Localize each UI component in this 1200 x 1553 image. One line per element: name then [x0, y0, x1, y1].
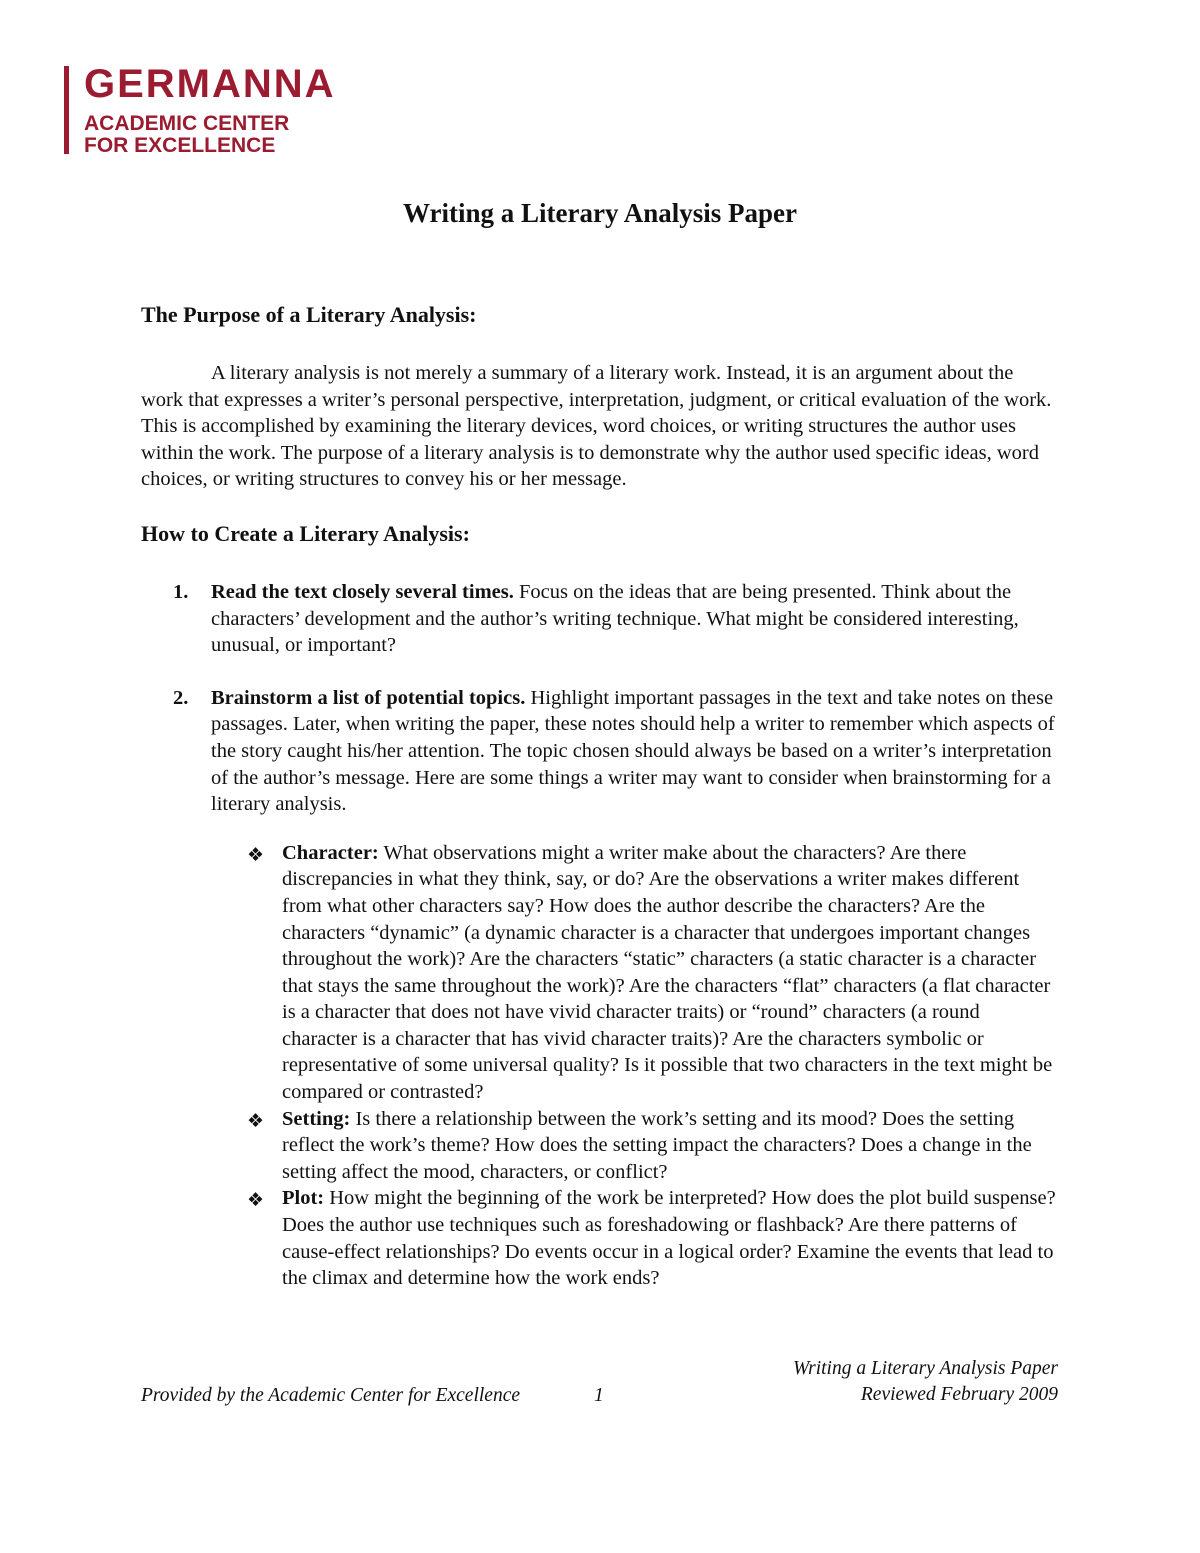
- consideration-item: [211, 1185, 1057, 1291]
- diamond-bullet-icon: ❖: [247, 843, 265, 866]
- logo-name: GERMANNA: [84, 62, 336, 106]
- footer-doc-info: [793, 1356, 1058, 1408]
- step-lead: Brainstorm a list of potential topics.: [211, 686, 526, 709]
- footer-reviewed-date: Reviewed February 2009: [860, 1384, 1058, 1405]
- step-item: [141, 685, 1057, 1292]
- consideration-text: How might the beginning of the work be interpreted? How does the plot build suspense? Does the author use techniques such as foreshadowing or flashback? Are there patterns of cause-effect relationships? Do events occur in a logical order? Examine the events that lead to the climax and determine how the work ends?: [282, 1187, 1056, 1290]
- step-number: 1.: [173, 580, 189, 603]
- document-body: [141, 300, 1057, 1318]
- diamond-bullet-icon: ❖: [247, 1189, 265, 1212]
- logo-accent-bar: [64, 66, 69, 154]
- footer-doc-title: Writing a Literary Analysis Paper: [792, 1358, 1058, 1379]
- consideration-label: Character:: [282, 841, 379, 864]
- step-item: [141, 579, 1057, 659]
- consideration-item: [211, 1106, 1057, 1186]
- step-lead: Read the text closely several times.: [211, 580, 514, 603]
- consideration-text: What observations might a writer make about the characters? Are there discrepancies in what they think, say, or do? Are the observations a writer makes different from what other characters say? How does the author describe the characters? Are the characters “dynamic” (a dynamic character is a character that undergoes important changes throughout the work)? Are the characters “static” characters (a static character is a character that stays the same throughout the work)? Are the characters “flat” characters (a flat character is a character that does not have vivid character traits) or “round” characters (a round character is a character that has vivid character traits)? Are the characters symbolic or representative of some universal quality? Is it possible that two characters in the text might be compared or contrasted?: [282, 841, 1053, 1104]
- purpose-paragraph: A literary analysis is not merely a summary of a literary work. Instead, it is an argument about the work that expresses a writer’s personal perspective, interpretation, judgment, or critical evaluation of the work. This is accomplished by examining the literary devices, word choices, or writing structures the author uses within the work. The purpose of a literary analysis is to demonstrate why the author used specific ideas, word choices, or writing structures to convey his or her message.: [141, 362, 1052, 491]
- step-number: 2.: [173, 686, 189, 709]
- footer-page-number: 1: [594, 1385, 604, 1406]
- document-title: Writing a Literary Analysis Paper: [403, 198, 797, 228]
- logo-subtitle-line1: ACADEMIC CENTER: [84, 112, 290, 135]
- step-text: Focus on the ideas that are being presented. Think about the characters’ development and the author’s writing technique. What might be considered interesting, unusual, or important?: [211, 580, 1019, 657]
- consideration-text: Is there a relationship between the work’s setting and its mood? Does the setting reflect the work’s theme? How does the setting impact the characters? Does a change in the setting affect the mood, characters, or conflict?: [282, 1107, 1032, 1183]
- steps-list: [141, 579, 1057, 1292]
- footer-provided-by: Provided by the Academic Center for Excellence: [141, 1385, 521, 1406]
- step-text: Highlight important passages in the text and take notes on these passages. Later, when writing the paper, these notes should help a writer to remember which aspects of the story caught his/her attention. The topic chosen should always be based on a writer’s interpretation of the author’s message. Here are some things a writer may want to consider when brainstorming for a literary analysis.: [211, 686, 1055, 816]
- consideration-item: [211, 840, 1057, 1106]
- considerations-list: [211, 840, 1057, 1292]
- consideration-label: Plot:: [282, 1187, 325, 1210]
- how-to-heading: How to Create a Literary Analysis:: [141, 520, 470, 546]
- diamond-bullet-icon: ❖: [247, 1109, 265, 1132]
- logo-subtitle-line2: FOR EXCELLENCE: [84, 134, 276, 157]
- germanna-logo: [62, 60, 362, 160]
- purpose-heading: The Purpose of a Literary Analysis:: [141, 302, 477, 327]
- consideration-label: Setting:: [282, 1107, 351, 1130]
